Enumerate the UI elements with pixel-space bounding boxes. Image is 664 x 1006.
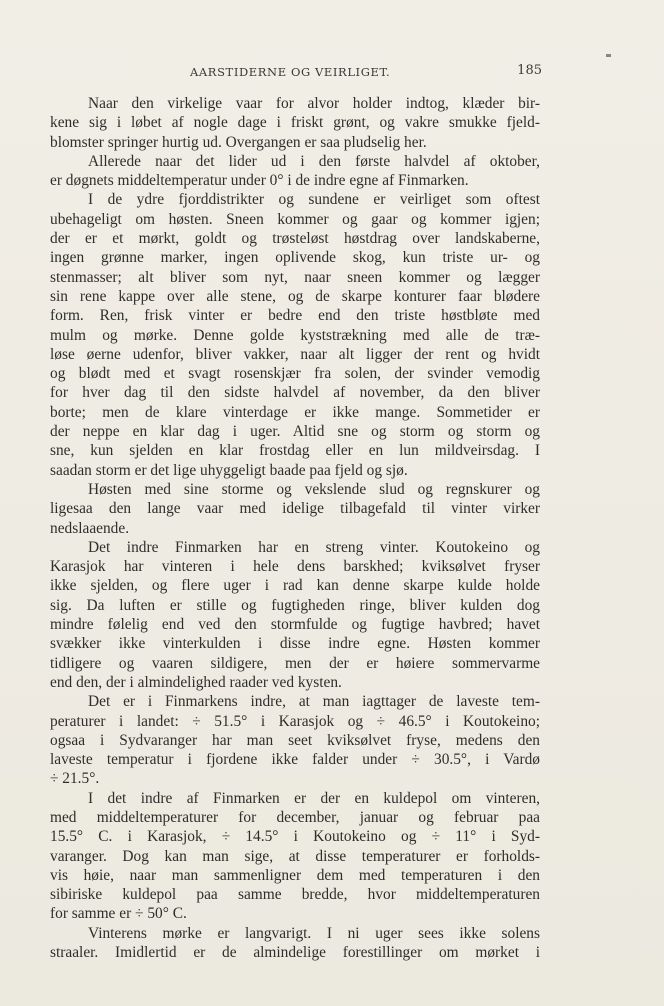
text-line: for hver dag til den sidste halvdel af november, da den bliver [50,384,540,402]
text-line: sibiriske kuldepol paa samme bredde, hvor middeltemperaturen [50,886,540,904]
text-line: tidligere og vaaren sildigere, men der er høiere sommervarme [50,654,540,672]
text-line: med middeltemperaturer for december, januar og februar paa [50,808,540,826]
text-line: vis høie, naar man sammenligner dem med temperaturen i den [50,866,540,884]
body-text [50,94,540,962]
text-line: ikke sjelden, og flere uger i rad kan denne skarpe kulde holde [50,577,540,595]
text-line: peraturer i landet: ÷ 51.5° i Karasjok og ÷ 46.5° i Koutokeino; [50,712,540,730]
text-line: mulm og mørke. Denne golde kyststrækning med alle de træ- [50,326,540,344]
text-line: Allerede naar det lider ud i den første halvdel af oktober, [88,152,540,170]
text-line: ubehageligt om høsten. Sneen kommer og gaar og kommer igjen; [50,210,540,228]
text-line: ingen grønne marker, ingen oplivende skog, kun triste ur- og [50,249,540,267]
text-line: form. Ren, frisk vinter er bedre end den triste høstbløte med [50,307,540,325]
text-line: Det er i Finmarkens indre, at man iagttager de laveste tem- [88,693,540,711]
text-line: for samme er ÷ 50° C. [50,905,187,923]
text-line: laveste temperatur i fjordene ikke falder under ÷ 30.5°, i Vardø [50,751,540,769]
text-line: Vinterens mørke er langvarigt. I ni uger sees ikke solens [88,924,540,942]
text-line: Karasjok har vinteren i hele dens barskhed; kviksølvet fryser [50,558,540,576]
text-line: Naar den virkelige vaar for alvor holder indtog, klæder bir- [88,95,540,112]
text-line: borte; men de klare vinterdage er ikke mange. Sommetider er [50,403,540,421]
page-number: 185 [517,63,542,78]
running-header [190,62,542,82]
text-line: I de ydre fjorddistrikter og sundene er veirliget som oftest [88,191,540,209]
text-line: kene sig i løbet af nogle dage i friskt grønt, og vakre smukke fjeld- [50,114,540,132]
text-line: ÷ 21.5°. [50,770,100,788]
text-line: saadan storm er det lige uhyggeligt baade paa fjeld og sjø. [50,461,408,479]
text-line: ogsaa i Sydvaranger har man seet kviksølvet fryse, medens den [50,731,540,749]
text-line: blomster springer hurtig ud. Overgangen er saa pludselig her. [50,133,427,151]
text-line: sne, kun sjelden en klar frostdag eller en lun mildveirsdag. I [50,442,540,460]
text-line: er døgnets middeltemperatur under 0° i de indre egne af Finmarken. [50,172,469,190]
text-line: løse øerne udenfor, bliver vakker, naar alt ligger der rent og hvidt [50,345,540,363]
text-line: stenmasser; alt bliver som nyt, naar sneen kommer og lægger [50,268,540,286]
text-line: ligesaa den lange vaar med idelige tilbagefald til vinter virker [50,500,540,518]
page-edge-mark [606,54,611,57]
text-line: I det indre af Finmarken er der en kuldepol om vinteren, [88,789,540,807]
text-line: sig. Da luften er stille og fugtigheden ringe, bliver kulden dog [50,596,540,614]
text-line: og blødt med et svagt rosenskjær fra solen, der svinder vemodig [50,365,540,383]
text-line: sin rene kappe over alle stene, og de skarpe konturer faar blødere [50,287,540,305]
running-title: AARSTIDERNE OG VEIRLIGET. [190,65,391,79]
text-line: straaler. Imidlertid er de almindelige forestillinger om mørket i [50,944,540,962]
text-line: der er et mørkt, goldt og trøsteløst høstdrag over landskaberne, [50,230,540,248]
text-line: Det indre Finmarken har en streng vinter. Koutokeino og [88,538,540,556]
text-line: nedslaaende. [50,519,130,537]
text-line: der neppe en klar dag i uger. Altid sne og storm og storm og [50,423,540,441]
text-line: end den, der i almindelighed raader ved kysten. [50,673,342,691]
text-line: mindre følelig end ved den stormfulde og fugtige havbred; havet [50,616,540,634]
text-line: Høsten med sine storme og vekslende slud og regnskurer og [88,480,540,498]
text-line: varanger. Dog kan man sige, at disse temperaturer er forholds- [50,847,540,865]
text-line: 15.5° C. i Karasjok, ÷ 14.5° i Koutokeino og ÷ 11° i Syd- [50,828,540,846]
text-line: svækker ikke vinterkulden i disse indre egne. Høsten kommer [50,635,540,653]
